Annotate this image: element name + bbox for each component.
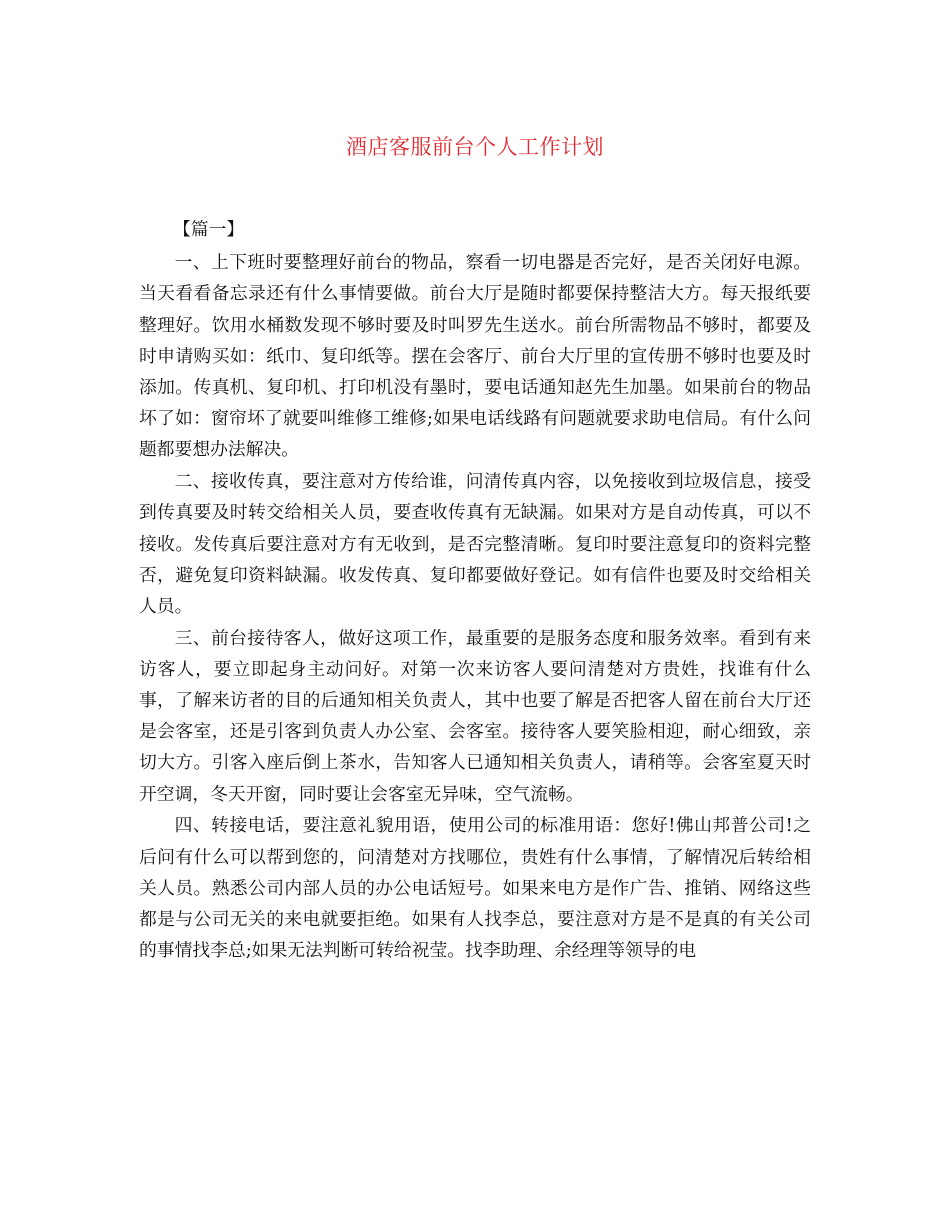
document-body (139, 214, 811, 967)
paragraph-4: 四、转接电话，要注意礼貌用语，使用公司的标准用语：您好!佛山邦普公司!之后问有什么可以帮到您的，问清楚对方找哪位，贵姓有什么事情，了解情况后转给相关人员。熟悉公司内部人员的办公电话短号。如果来电方是作广告、推销、网络这些都是与公司无关的来电就要拒绝。如果有人找李总，要注意对方是不是真的有关公司的事情找李总;如果无法判断可转给祝莹。找李助理、余经理等领导的电 (139, 815, 811, 962)
paragraph-2: 二、接收传真，要注意对方传给谁，问清传真内容，以免接收到垃圾信息，接受到传真要及时转交给相关人员，要查收传真有无缺漏。如果对方是自动传真，可以不接收。发传真后要注意对方有无收到，是否完整清晰。复印时要注意复印的资料完整否，避免复印资料缺漏。收发传真、复印都要做好登记。如有信件也要及时交给相关人员。 (139, 471, 811, 617)
document-title: 酒店客服前台个人工作计划 (346, 135, 604, 159)
paragraph-3: 三、前台接待客人，做好这项工作，最重要的是服务态度和服务效率。看到有来访客人，要立即起身主动问好。对第一次来访客人要问清楚对方贵姓，找谁有什么事，了解来访者的目的后通知相关负责人，其中也要了解是否把客人留在前台大厅还是会客室，还是引客到负责人办公室、会客室。接待客人要笑脸相迎，耐心细致，亲切大方。引客入座后倒上茶水，告知客人已通知相关负责人，请稍等。会客室夏天时开空调，冬天开窗，同时要让会客室无异味，空气流畅。 (139, 627, 811, 805)
section-label: 【篇一】 (173, 219, 245, 240)
paragraph-1: 一、上下班时要整理好前台的物品，察看一切电器是否完好，是否关闭好电源。当天看看备忘录还有什么事情要做。前台大厅是随时都要保持整洁大方。每天报纸要整理好。饮用水桶数发现不够时要及时叫罗先生送水。前台所需物品不够时，都要及时申请购买如：纸巾、复印纸等。摆在会客厅、前台大厅里的宣传册不够时也要及时添加。传真机、复印机、打印机没有墨时，要电话通知赵先生加墨。如果前台的物品坏了如：窗帘坏了就要叫维修工维修;如果电话线路有问题就要求助电信局。有什么问题都要想办法解决。 (139, 252, 811, 461)
